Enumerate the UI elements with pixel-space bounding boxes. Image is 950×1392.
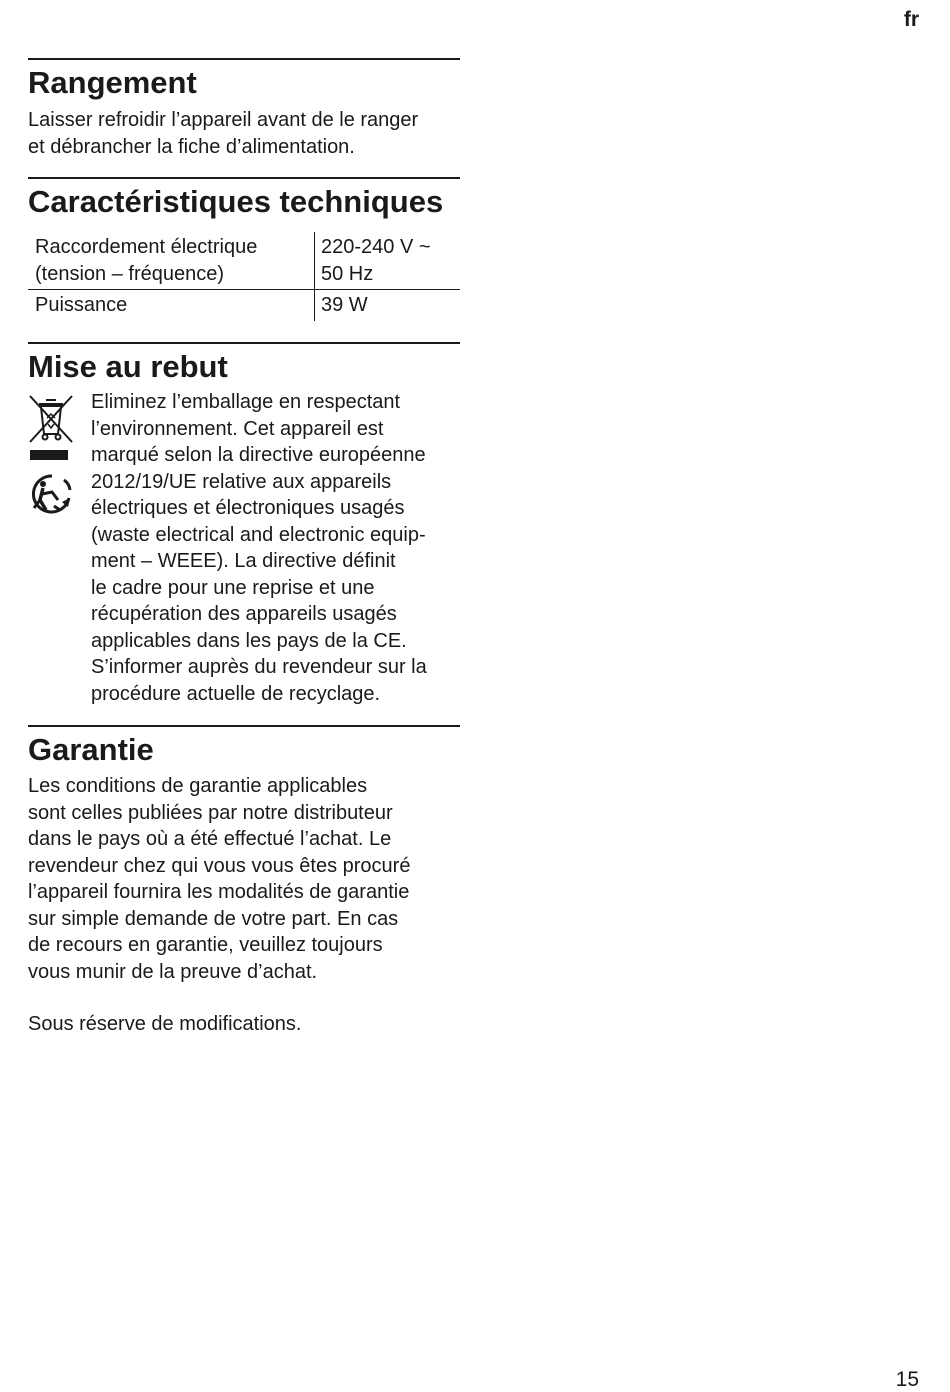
text-line: récupération des appareils usagés	[91, 603, 397, 625]
bar-icon	[30, 450, 68, 460]
text-line: électriques et électroniques usagés	[91, 497, 405, 519]
spec-value	[315, 290, 461, 321]
disposal-icons	[28, 394, 74, 529]
spec-value-line: 50 Hz	[321, 262, 374, 285]
page-number: 15	[895, 1368, 919, 1391]
spec-table	[28, 232, 460, 321]
text-line: de recours en garantie, veuillez toujours	[28, 934, 383, 956]
text-line: sur simple demande de votre part. En cas	[28, 907, 399, 930]
section-rule	[28, 342, 460, 344]
text-line: le cadre pour une reprise et une	[91, 576, 375, 599]
text-line: Les conditions de garantie applicables	[28, 775, 368, 797]
spec-row	[28, 290, 460, 321]
text-line: 2012/19/UE relative aux appareils	[91, 470, 392, 493]
weee-icons-svg	[28, 394, 74, 524]
text-line: l’appareil fournira les modalités de garantie	[28, 881, 410, 903]
text-line: (waste electrical and electronic equip-	[91, 523, 426, 546]
text-line: dans le pays où a été effectué l’achat. Le	[28, 828, 392, 850]
text-line: sont celles publiées par notre distributeur	[28, 801, 393, 824]
text-line: applicables dans les pays de la CE.	[91, 629, 407, 652]
crossed-out-wheelie-bin-icon	[30, 396, 72, 442]
rangement-text	[28, 107, 418, 160]
spec-label	[28, 290, 315, 321]
spec-label-line: Puissance	[35, 294, 128, 316]
text-line: l’environnement. Cet appareil est	[91, 417, 384, 440]
rebut-text	[91, 389, 427, 707]
spec-value-line: 220-240 V ~	[321, 236, 431, 258]
spec-row	[28, 232, 460, 290]
spec-label-line: Raccordement électrique	[35, 236, 258, 258]
garantie-title: Garantie	[28, 732, 154, 767]
rangement-title: Rangement	[28, 65, 197, 100]
text-line: Eliminez l’emballage en respectant	[91, 391, 401, 413]
section-rule	[28, 177, 460, 179]
caracteristiques-title: Caractéristiques techniques	[28, 184, 444, 219]
triman-recycling-icon	[33, 476, 70, 512]
section-rule	[28, 725, 460, 727]
text-line: procédure actuelle de recyclage.	[91, 682, 381, 705]
text-line: vous munir de la preuve d’achat.	[28, 960, 318, 983]
language-label: fr	[903, 8, 919, 31]
text-line: marqué selon la directive européenne	[91, 444, 426, 466]
text-line: Laisser refroidir l’appareil avant de le ranger	[28, 109, 419, 131]
spec-label-line: (tension – fréquence)	[35, 262, 225, 285]
rebut-title: Mise au rebut	[28, 349, 228, 384]
spec-label	[28, 232, 315, 290]
garantie-note: Sous réserve de modifications.	[28, 1013, 302, 1035]
spec-value	[315, 232, 461, 290]
text-line: et débrancher la fiche d’alimentation.	[28, 135, 355, 158]
text-line: ment – WEEE). La directive définit	[91, 550, 396, 572]
spec-value-line: 39 W	[321, 294, 368, 316]
section-rule	[28, 58, 460, 60]
text-line: S’informer auprès du revendeur sur la	[91, 656, 427, 678]
garantie-text	[28, 773, 410, 985]
text-line: revendeur chez qui vous vous êtes procuré	[28, 854, 411, 877]
